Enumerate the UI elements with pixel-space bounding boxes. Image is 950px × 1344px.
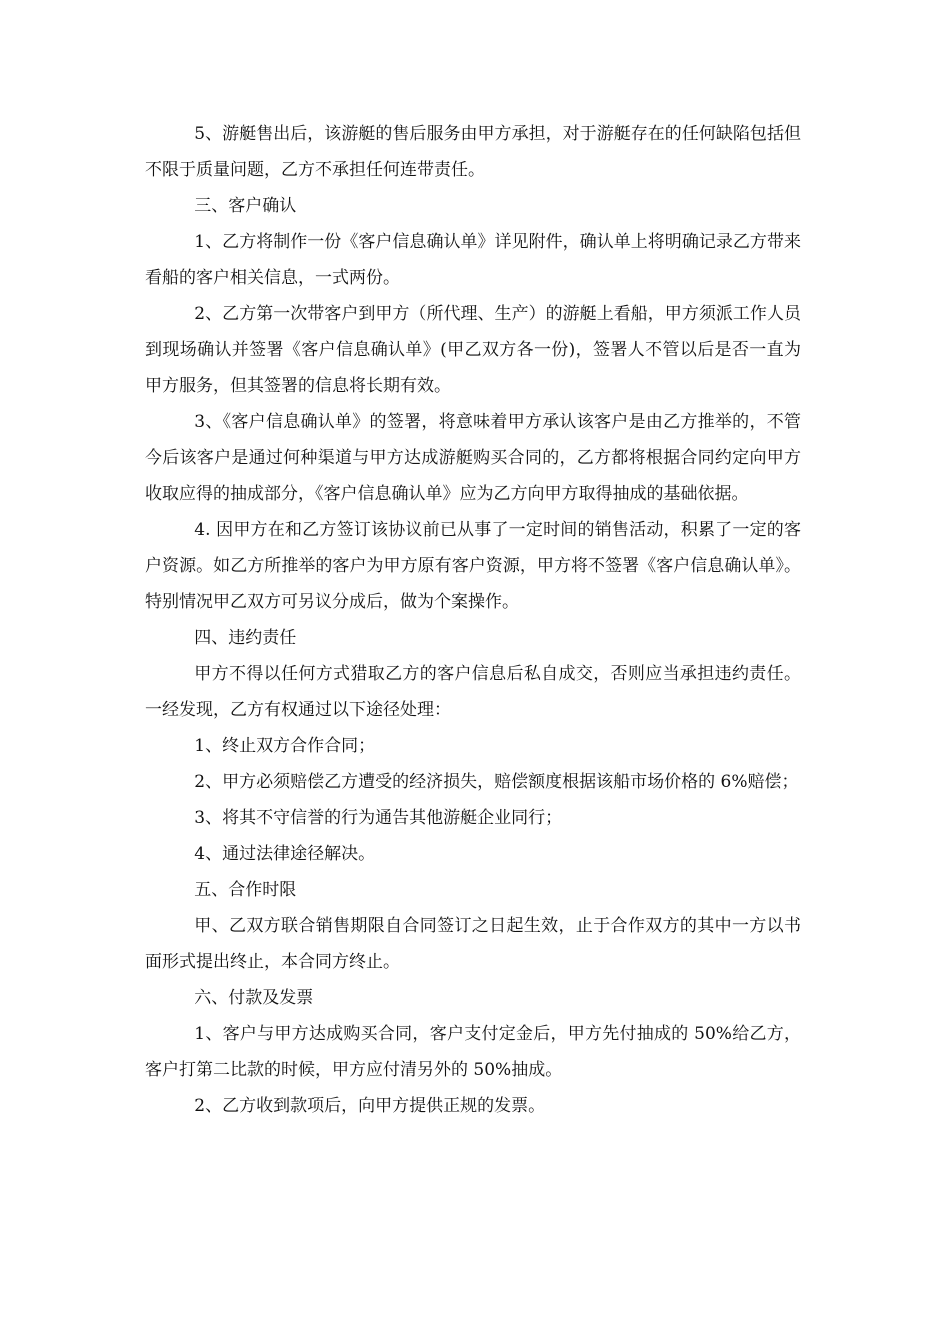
clause-cooperation-term: 甲、乙双方联合销售期限自合同签订之日起生效，止于合作双方的其中一方以书面形式提出终止，本合同方终止。 (145, 916, 801, 972)
clause-confirmation-1: 1、乙方将制作一份《客户信息确认单》详见附件，确认单上将明确记录乙方带来看船的客户相关信息，一式两份。 (145, 232, 801, 288)
section-heading-cooperation-term: 五、合作时限 (194, 880, 297, 900)
clause-breach-1: 1、终止双方合作合同； (194, 736, 376, 756)
clause-confirmation-2: 2、乙方第一次带客户到甲方（所代理、生产）的游艇上看船，甲方须派工作人员 到现场确认并签署《客户信息确认单》(甲乙双方各一份)，签署人不管以后是否一直为甲方服务，但其签署的信息将长期有效。 (145, 304, 801, 396)
clause-breach-intro: 甲方不得以任何方式猎取乙方的客户信息后私自成交，否则应当承担违约责任。一经发现，乙方有权通过以下途径处理： (145, 664, 801, 720)
clause-5-after-sales: 5、游艇售出后，该游艇的售后服务由甲方承担，对于游艇存在的任何缺陷包括但不限于质量问题，乙方不承担任何连带责任。 (145, 124, 801, 180)
clause-confirmation-4: 4. 因甲方在和乙方签订该协议前已从事了一定时间的销售活动，积累了一定的客户资源。如乙方所推举的客户为甲方原有客户资源，甲方将不签署《客户信息确认单》。特别情况甲乙双方可另议分成后，做为个案操作。 (145, 520, 801, 612)
clause-breach-3: 3、将其不守信誉的行为通告其他游艇企业同行； (194, 808, 563, 828)
document-body (145, 116, 801, 1124)
section-heading-customer-confirmation: 三、客户确认 (194, 196, 297, 216)
section-heading-payment-invoice: 六、付款及发票 (194, 988, 314, 1008)
section-heading-breach-liability: 四、违约责任 (194, 628, 297, 648)
clause-payment-2: 2、乙方收到款项后，向甲方提供正规的发票。 (194, 1096, 546, 1116)
clause-breach-2: 2、甲方必须赔偿乙方遭受的经济损失，赔偿额度根据该船市场价格的 6%赔偿； (194, 772, 799, 792)
clause-payment-1: 1、客户与甲方达成购买合同，客户支付定金后，甲方先付抽成的 50%给乙方，客户打第二比款的时候，甲方应付清另外的 50%抽成。 (145, 1024, 801, 1080)
clause-breach-4: 4、通过法律途径解决。 (194, 844, 376, 864)
clause-confirmation-3: 3、《客户信息确认单》的签署，将意味着甲方承认该客户是由乙方推举的，不管今后该客户是通过何种渠道与甲方达成游艇购买合同的，乙方都将根据合同约定向甲方收取应得的抽成部分，《客户信息确认单》应为乙方向甲方取得抽成的基础依据。 (145, 412, 801, 504)
